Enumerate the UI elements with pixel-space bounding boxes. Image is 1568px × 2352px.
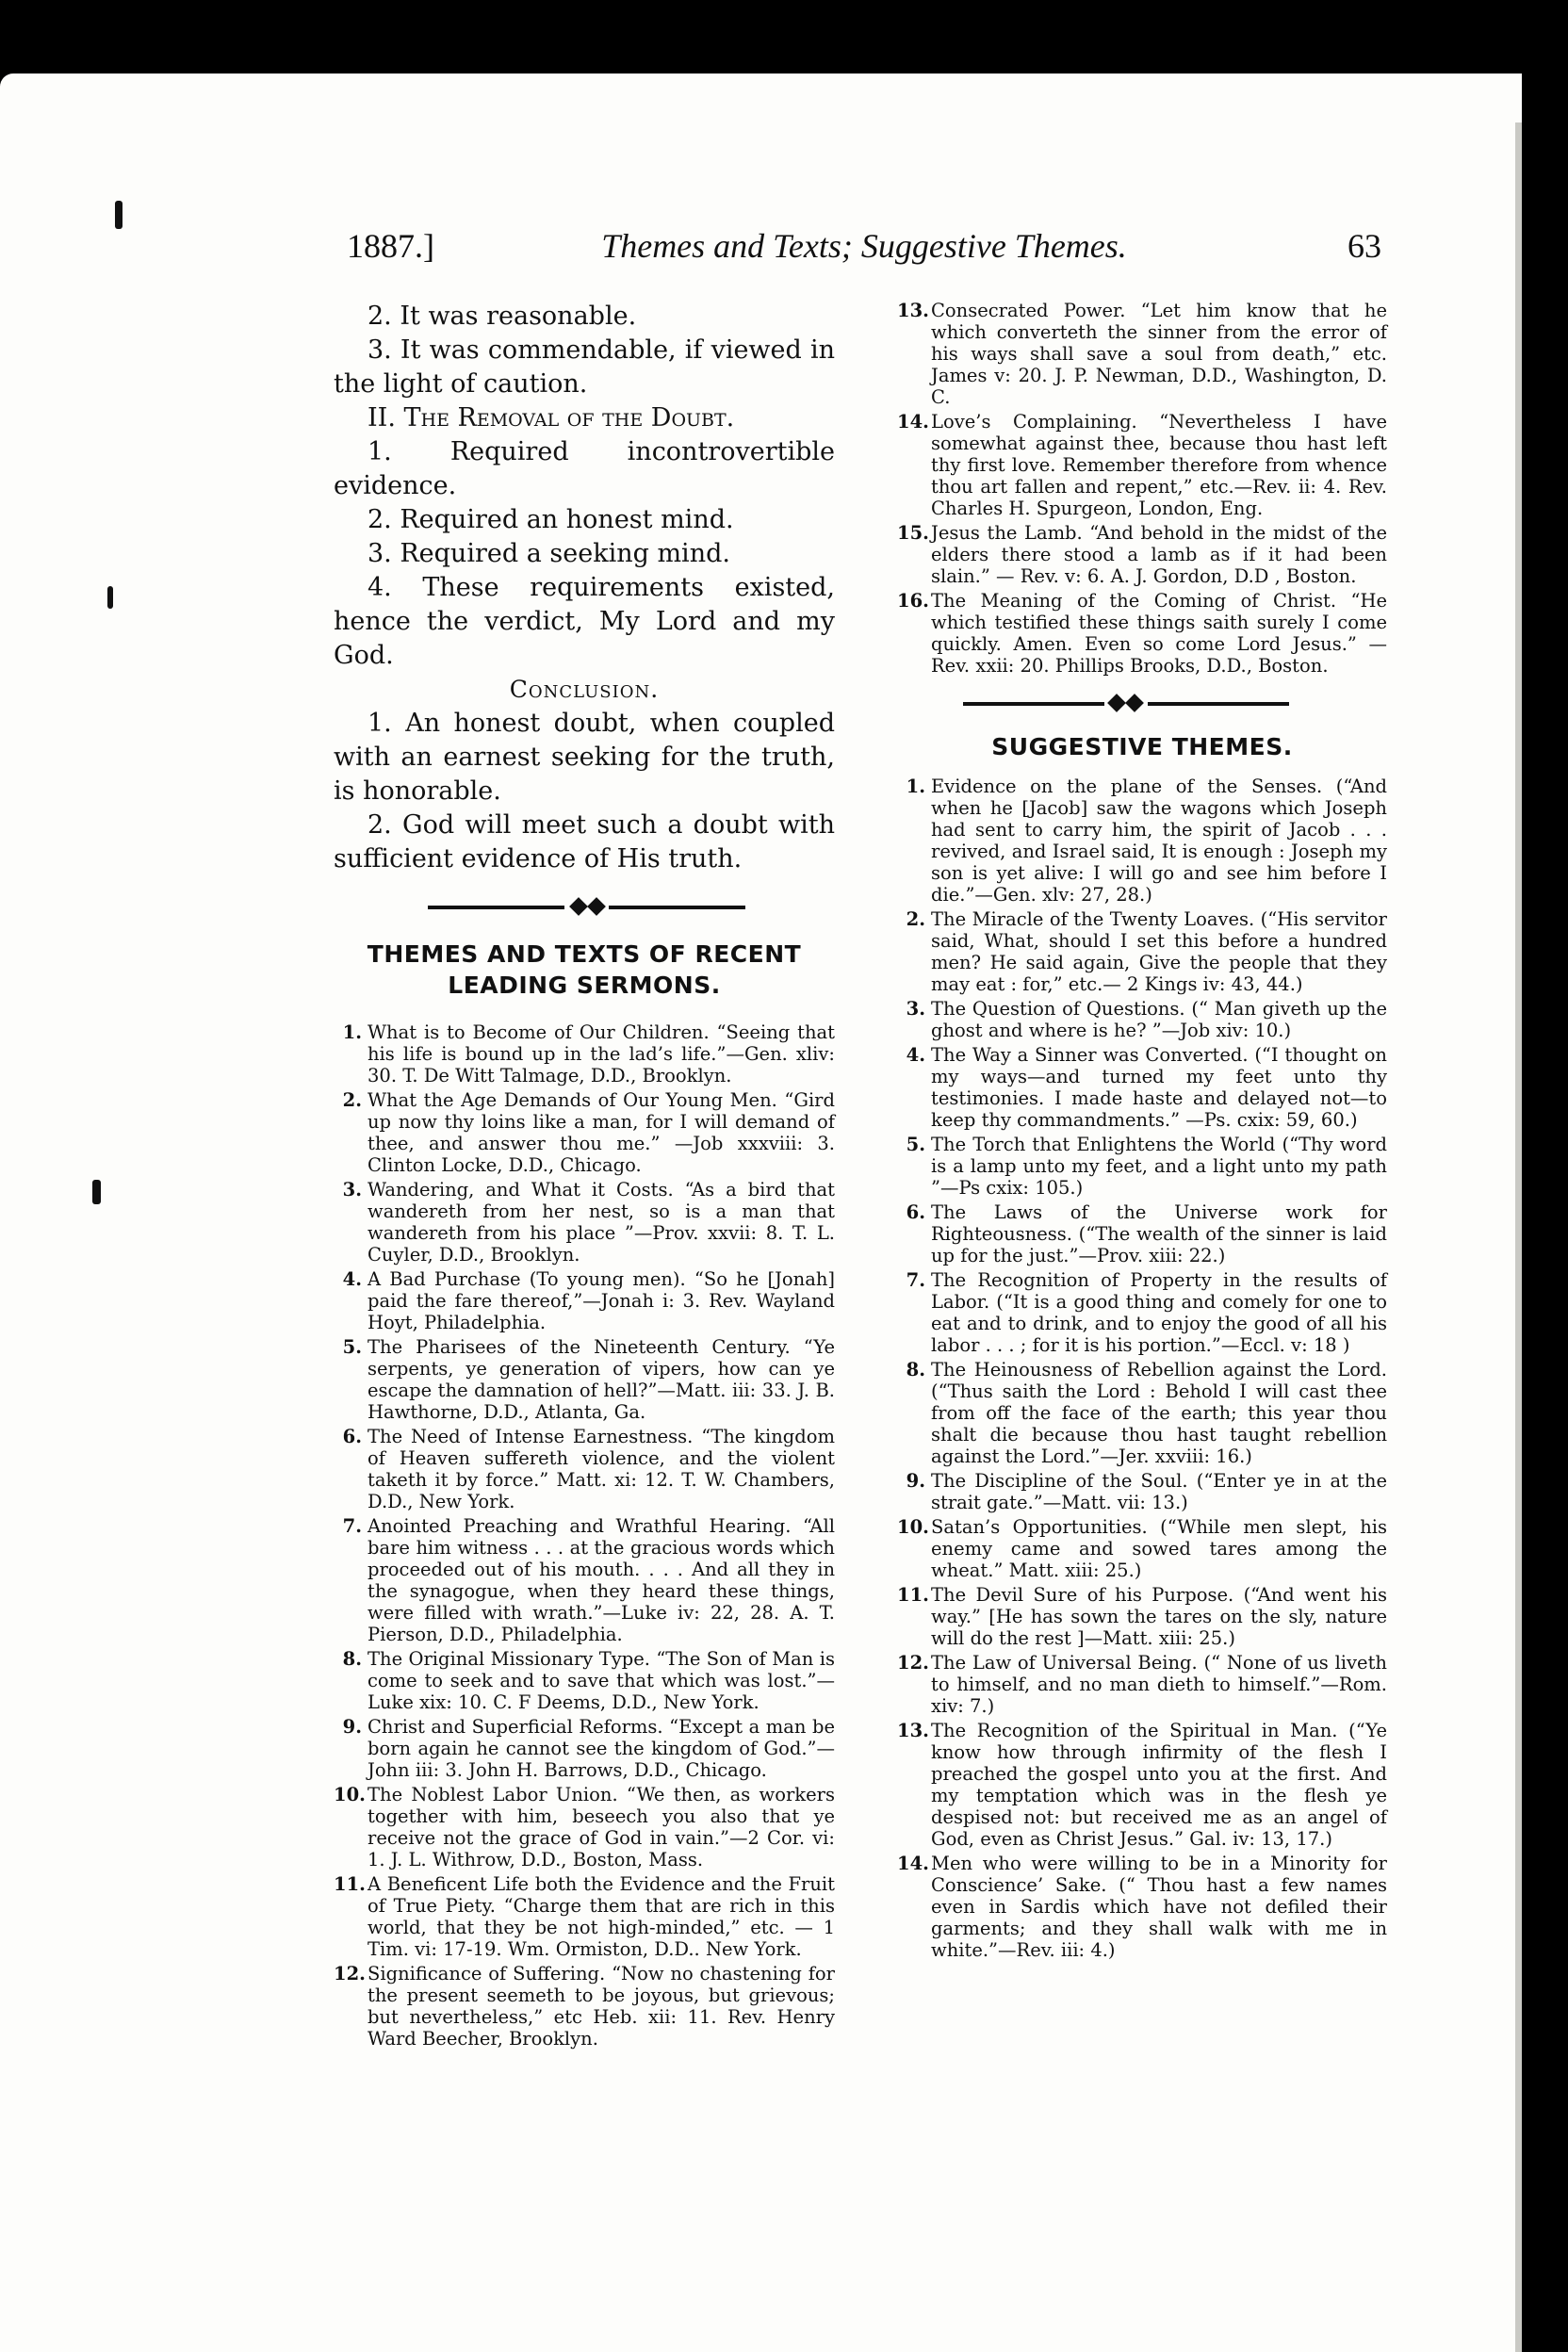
- list-item: [897, 522, 1387, 587]
- item-number: 8.: [342, 1648, 362, 1670]
- item-text: The Devil Sure of his Purpose. (“And went his way.” [He has sown the tares on the sly, nature will do the rest ]—Matt. xiii: 25.): [931, 1584, 1387, 1649]
- list-item: [897, 1201, 1387, 1266]
- list-item: [897, 1269, 1387, 1356]
- scan-border: [1522, 0, 1568, 2352]
- item-number: 10.: [334, 1784, 366, 1805]
- list-item: [897, 1044, 1387, 1131]
- item-number: 2.: [906, 908, 925, 930]
- item-text: Men who were willing to be in a Minority for Conscience’ Sake. (“ Thou hast a few names even in Sardis which have not defiled their garments; and they shall walk with me in white.”—Rev. iii: 4.): [931, 1853, 1387, 1961]
- header-title: Themes and Texts; Suggestive Themes.: [601, 227, 1127, 265]
- section-heading: II. The Removal of the Doubt.: [368, 403, 735, 433]
- list-item: [334, 1089, 835, 1176]
- item-number: 11.: [334, 1873, 366, 1895]
- margin-mark: [92, 1180, 101, 1204]
- item-text: The Meaning of the Coming of Christ. “He which testified these things saith surely I come quickly. Amen. Even so come Lord Jesus.” — Rev. xxii: 20. Phillips Brooks, D.D., Boston.: [931, 590, 1387, 677]
- list-item: [334, 1426, 835, 1512]
- page-edge: [1515, 122, 1522, 2352]
- item-number: 4.: [342, 1268, 362, 1290]
- item-text: A Bad Purchase (To young men). “So he [Jonah] paid the fare thereof,”—Jonah i: 3. Rev. Wayland Hoyt, Philadelphia.: [368, 1268, 835, 1333]
- themes-texts-title: THEMES AND TEXTS OF RECENT LEADING SERMONS.: [367, 940, 802, 999]
- list-item: [334, 1515, 835, 1645]
- item-number: 13.: [897, 300, 929, 321]
- item-number: 15.: [897, 522, 929, 544]
- list-item: [334, 1336, 835, 1423]
- left-column: [334, 300, 835, 2052]
- item-number: 9.: [342, 1716, 362, 1738]
- item-number: 14.: [897, 1853, 929, 1874]
- margin-mark: [115, 201, 122, 229]
- list-item: [897, 590, 1387, 677]
- item-number: 3.: [906, 998, 925, 1020]
- running-header: [347, 226, 1381, 273]
- item-text: The Need of Intense Earnestness. “The kingdom of Heaven suffereth violence, and the violent taketh it by force.” Matt. xi: 12. T. W. Chambers, D.D., New York.: [368, 1426, 835, 1512]
- body-paragraph: 2. It was reasonable.: [368, 302, 637, 331]
- item-number: 14.: [897, 411, 929, 433]
- list-item: [897, 300, 1387, 408]
- item-number: 10.: [897, 1516, 929, 1538]
- list-item: [897, 1652, 1387, 1717]
- item-text: The Pharisees of the Nineteenth Century. “Ye serpents, ye generation of vipers, how can ye escape the damnation of hell?”—Matt. iii: 33. J. B. Hawthorne, D.D., Atlanta, Ga.: [368, 1336, 835, 1423]
- item-text: Consecrated Power. “Let him know that he which converteth the sinner from the error of his ways shall save a soul from death,” etc. James v: 20. J. P. Newman, D.D., Washington, D. C.: [931, 300, 1387, 408]
- body-paragraph: 3. Required a seeking mind.: [368, 539, 730, 568]
- item-text: The Torch that Enlightens the World (“Thy word is a lamp unto my feet, and a light unto my path ”—Ps cxix: 105.): [931, 1134, 1387, 1199]
- body-paragraph: 2. God will meet such a doubt with sufficient evidence of His truth.: [334, 810, 835, 874]
- list-item: [334, 1179, 835, 1266]
- item-number: 1.: [906, 776, 925, 797]
- item-text: The Laws of the Universe work for Righteousness. (“The wealth of the sinner is laid up for the just.”—Prov. xiii: 22.): [931, 1201, 1387, 1266]
- item-text: The Miracle of the Twenty Loaves. (“His servitor said, What, should I set this before a hundred men? He said again, Give the people that they may eat : for,” etc.— 2 Kings iv: 43, 44.): [931, 908, 1387, 995]
- list-item: [897, 908, 1387, 995]
- item-text: The Question of Questions. (“ Man giveth up the ghost and where is he? ”—Job xiv: 10.): [931, 998, 1387, 1041]
- item-text: Love’s Complaining. “Nevertheless I have somewhat against thee, because thou hast left thy first love. Remember therefore from whence thou art fallen and repent,” etc.—Rev. ii: 4. Rev. Charles H. Spurgeon, London, Eng.: [931, 411, 1387, 519]
- item-number: 13.: [897, 1720, 929, 1741]
- themes-list-continued: [897, 300, 1387, 677]
- ornament-divider: [897, 690, 1387, 718]
- body-paragraph: 1. Required incontrovertible evidence.: [334, 437, 835, 500]
- list-item: [897, 411, 1387, 519]
- item-text: The Recognition of Property in the results of Labor. (“It is a good thing and comely for one to eat and to drink, and to enjoy the good of all his labor . . . ; for it is his portion.”—Eccl. v: 18 ): [931, 1269, 1387, 1356]
- item-text: The Way a Sinner was Converted. (“I thought on my ways—and turned my feet unto thy testimonies. I made haste and delayed not—to keep thy commandments.” —Ps. cxix: 59, 60.): [931, 1044, 1387, 1131]
- item-text: The Heinousness of Rebellion against the Lord. (“Thus saith the Lord : Behold I will cast thee from off the face of the earth; this year thou shalt die because thou hast taught rebellion against the Lord.”—Jer. xxviii: 16.): [931, 1359, 1387, 1467]
- item-text: Anointed Preaching and Wrathful Hearing. “All bare him witness . . . at the gracious words which proceeded out of his mouth. . . . And all they in the synagogue, when they heard these things, were filled with wrath.”—Luke iv: 22, 28. A. T. Pierson, D.D., Philadelphia.: [368, 1515, 835, 1645]
- item-number: 6.: [906, 1201, 925, 1223]
- body-paragraph: 3. It was commendable, if viewed in the light of caution.: [334, 335, 835, 399]
- list-item: [897, 1134, 1387, 1199]
- item-number: 12.: [897, 1652, 929, 1674]
- item-number: 12.: [334, 1963, 366, 1984]
- item-number: 1.: [342, 1021, 362, 1043]
- suggestive-list: [897, 776, 1387, 1961]
- item-number: 9.: [906, 1470, 925, 1492]
- item-text: Christ and Superficial Reforms. “Except a man be born again he cannot see the kingdom of God.”—John iii: 3. John H. Barrows, D.D., Chicago.: [368, 1716, 835, 1781]
- list-item: [334, 1648, 835, 1713]
- item-number: 4.: [906, 1044, 925, 1066]
- item-text: The Original Missionary Type. “The Son of Man is come to seek and to save that which was lost.”—Luke xix: 10. C. F Deems, D.D., New York.: [368, 1648, 835, 1713]
- item-number: 7.: [906, 1269, 925, 1291]
- list-item: [334, 1021, 835, 1086]
- item-text: Evidence on the plane of the Senses. (“And when he [Jacob] saw the wagons which Joseph had sent to carry him, the spirit of Jacob . . . revived, and Israel said, It is enough : Joseph my son is yet alive: I will go and see him before I die.”—Gen. xlv: 27, 28.): [931, 776, 1387, 906]
- body-paragraph: 2. Required an honest mind.: [368, 505, 734, 534]
- conclusion-heading: Conclusion.: [509, 676, 660, 703]
- body-paragraph: 4. These requirements existed, hence the verdict, My Lord and my God.: [334, 573, 835, 670]
- list-item: [334, 1873, 835, 1960]
- item-text: The Discipline of the Soul. (“Enter ye in at the strait gate.”—Matt. vii: 13.): [931, 1470, 1387, 1513]
- item-number: 5.: [342, 1336, 362, 1358]
- item-text: The Recognition of the Spiritual in Man. (“Ye know how through infirmity of the flesh I preached the gospel unto you at the first. And my temptation which was in the flesh ye despised not: but received me as an angel of God, even as Christ Jesus.” Gal. iv: 13, 17.): [931, 1720, 1387, 1850]
- list-item: [334, 1268, 835, 1333]
- list-item: [897, 1720, 1387, 1850]
- item-text: Significance of Suffering. “Now no chastening for the present seemeth to be joyous, but grievous; but nevertheless,” etc Heb. xii: 11. Rev. Henry Ward Beecher, Brooklyn.: [368, 1963, 835, 2050]
- list-item: [897, 1516, 1387, 1581]
- item-text: What is to Become of Our Children. “Seeing that his life is bound up in the lad’s life.”—Gen. xliv: 30. T. De Witt Talmage, D.D., Brooklyn.: [368, 1021, 835, 1086]
- item-text: The Noblest Labor Union. “We then, as workers together with him, beseech you also that ye receive not the grace of God in vain.”—2 Cor. vi: 1. J. L. Withrow, D.D., Boston, Mass.: [368, 1784, 835, 1870]
- item-text: Jesus the Lamb. “And behold in the midst of the elders there stood a lamb as if it had been slain.” — Rev. v: 6. A. J. Gordon, D.D , Boston.: [931, 522, 1387, 587]
- item-text: What the Age Demands of Our Young Men. “Gird up now thy loins like a man, for I will demand of thee, and answer thou me.” —Job xxxviii: 3. Clinton Locke, D.D., Chicago.: [368, 1089, 835, 1176]
- item-number: 6.: [342, 1426, 362, 1447]
- list-item: [897, 998, 1387, 1041]
- item-number: 5.: [906, 1134, 925, 1155]
- header-year: 1887.]: [347, 227, 434, 265]
- list-item: [897, 1584, 1387, 1649]
- list-item: [334, 1784, 835, 1870]
- right-column: [897, 300, 1387, 1964]
- list-item: [897, 1470, 1387, 1513]
- item-text: Satan’s Opportunities. (“While men slept, his enemy came and sowed tares among the wheat.” Matt. xiii: 25.): [931, 1516, 1387, 1581]
- item-text: The Law of Universal Being. (“ None of us liveth to himself, and no man dieth to himself.”—Rom. xiv: 7.): [931, 1652, 1387, 1717]
- themes-list: [334, 1021, 835, 2050]
- margin-mark: [107, 586, 113, 609]
- suggestive-themes-title: SUGGESTIVE THEMES.: [991, 733, 1293, 760]
- item-number: 16.: [897, 590, 929, 612]
- item-number: 3.: [342, 1179, 362, 1200]
- item-number: 8.: [906, 1359, 925, 1380]
- item-text: A Beneficent Life both the Evidence and the Fruit of True Piety. “Charge them that are rich in this world, that they be not high-minded,” etc. — 1 Tim. vi: 17-19. Wm. Ormiston, D.D.. New York.: [368, 1873, 835, 1960]
- item-number: 7.: [342, 1515, 362, 1537]
- item-number: 11.: [897, 1584, 929, 1606]
- list-item: [334, 1716, 835, 1781]
- item-number: 2.: [342, 1089, 362, 1111]
- list-item: [897, 776, 1387, 906]
- body-paragraph: 1. An honest doubt, when coupled with an earnest seeking for the truth, is honorable.: [334, 709, 835, 806]
- item-text: Wandering, and What it Costs. “As a bird that wandereth from her nest, so is a man that wandereth from his place ”—Prov. xxvii: 8. T. L. Cuyler, D.D., Brooklyn.: [368, 1179, 835, 1266]
- list-item: [334, 1963, 835, 2050]
- list-item: [897, 1853, 1387, 1961]
- page-number: 63: [1348, 227, 1381, 265]
- ornament-divider: [334, 893, 835, 922]
- list-item: [897, 1359, 1387, 1467]
